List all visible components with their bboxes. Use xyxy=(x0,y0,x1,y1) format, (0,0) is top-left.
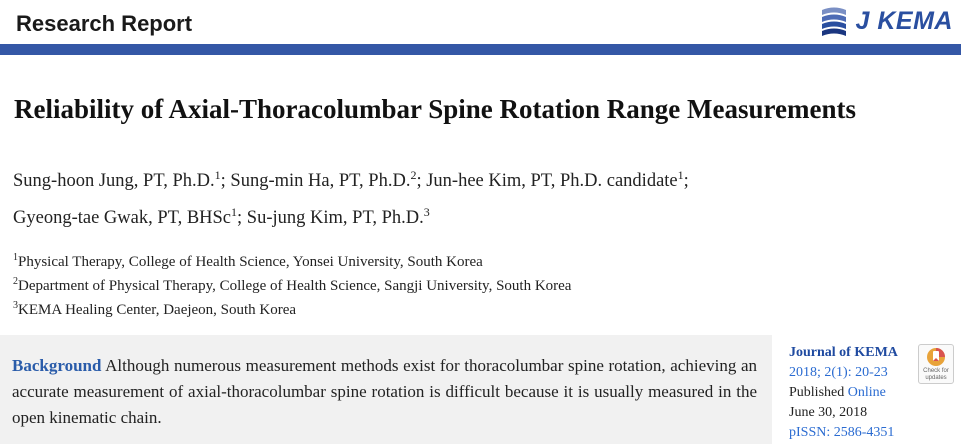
affiliation-number: 3 xyxy=(13,300,18,311)
issn: pISSN: 2586-4351 xyxy=(789,425,895,440)
abstract-label: Background xyxy=(12,356,102,375)
author-name: Gyeong-tae Gwak, PT, BHSc xyxy=(13,208,232,229)
published-prefix: Published xyxy=(789,385,848,400)
affiliation-item xyxy=(13,272,571,296)
check-for-updates-badge[interactable] xyxy=(918,344,954,384)
abstract-background xyxy=(12,353,757,431)
author-name: Sung-min Ha, PT, Ph.D. xyxy=(230,171,411,192)
author-separator: ; xyxy=(237,208,247,229)
book-stack-icon xyxy=(816,2,854,40)
abstract-body: Although numerous measurement methods exist for thoracolumbar spine rotation, achieving an accurate measurement of axial-thoracolumbar spine rotation is difficult because it is usually measured in the open kinematic chain. xyxy=(12,356,757,427)
published-line xyxy=(789,383,898,403)
citation-link[interactable]: 2018; 2(1): 20-23 xyxy=(789,365,888,380)
author-name: Sung-hoon Jung, PT, Ph.D. xyxy=(13,171,215,192)
published-online[interactable]: Online xyxy=(847,385,886,400)
author-name: Jun-hee Kim, PT, Ph.D. candidate xyxy=(426,171,678,192)
affiliation-list xyxy=(13,248,571,320)
affiliation-number: 2 xyxy=(13,276,18,287)
affiliation-marker: 2 xyxy=(410,168,417,182)
header-rule xyxy=(0,44,961,55)
affiliation-text: Department of Physical Therapy, College of Health Science, Sangji University, South Korea xyxy=(18,278,572,294)
author-line-2 xyxy=(13,197,689,234)
publication-date: June 30, 2018 xyxy=(789,405,868,420)
author-separator: ; xyxy=(416,171,427,192)
author-separator: ; xyxy=(220,171,231,192)
affiliation-marker: 3 xyxy=(423,205,430,220)
affiliation-text: KEMA Healing Center, Daejeon, South Korea xyxy=(18,302,297,318)
badge-line-1: Check for xyxy=(923,368,949,374)
affiliation-marker: 1 xyxy=(231,205,238,220)
page-header xyxy=(0,0,961,56)
affiliation-marker: 1 xyxy=(214,168,221,182)
affiliation-item xyxy=(13,248,571,272)
section-label: Research Report xyxy=(16,11,193,36)
affiliation-text: Physical Therapy, College of Health Science, Yonsei University, South Korea xyxy=(18,254,483,270)
author-line-1 xyxy=(13,160,689,197)
journal-info xyxy=(789,343,898,443)
affiliation-marker: 1 xyxy=(677,168,684,182)
article-title: Reliability of Axial-Thoracolumbar Spine Rotation Range Measurements xyxy=(14,94,856,124)
author-list xyxy=(13,160,689,234)
journal-abbrev: J KEMA xyxy=(855,6,953,35)
author-separator: ; xyxy=(683,171,689,192)
author-name: Su-jung Kim, PT, Ph.D. xyxy=(246,208,424,229)
journal-name[interactable]: Journal of KEMA xyxy=(789,345,898,360)
crossmark-icon xyxy=(926,347,946,367)
journal-logo xyxy=(816,2,953,40)
affiliation-item xyxy=(13,296,571,320)
affiliation-number: 1 xyxy=(13,252,18,263)
badge-line-2: updates xyxy=(925,375,947,381)
